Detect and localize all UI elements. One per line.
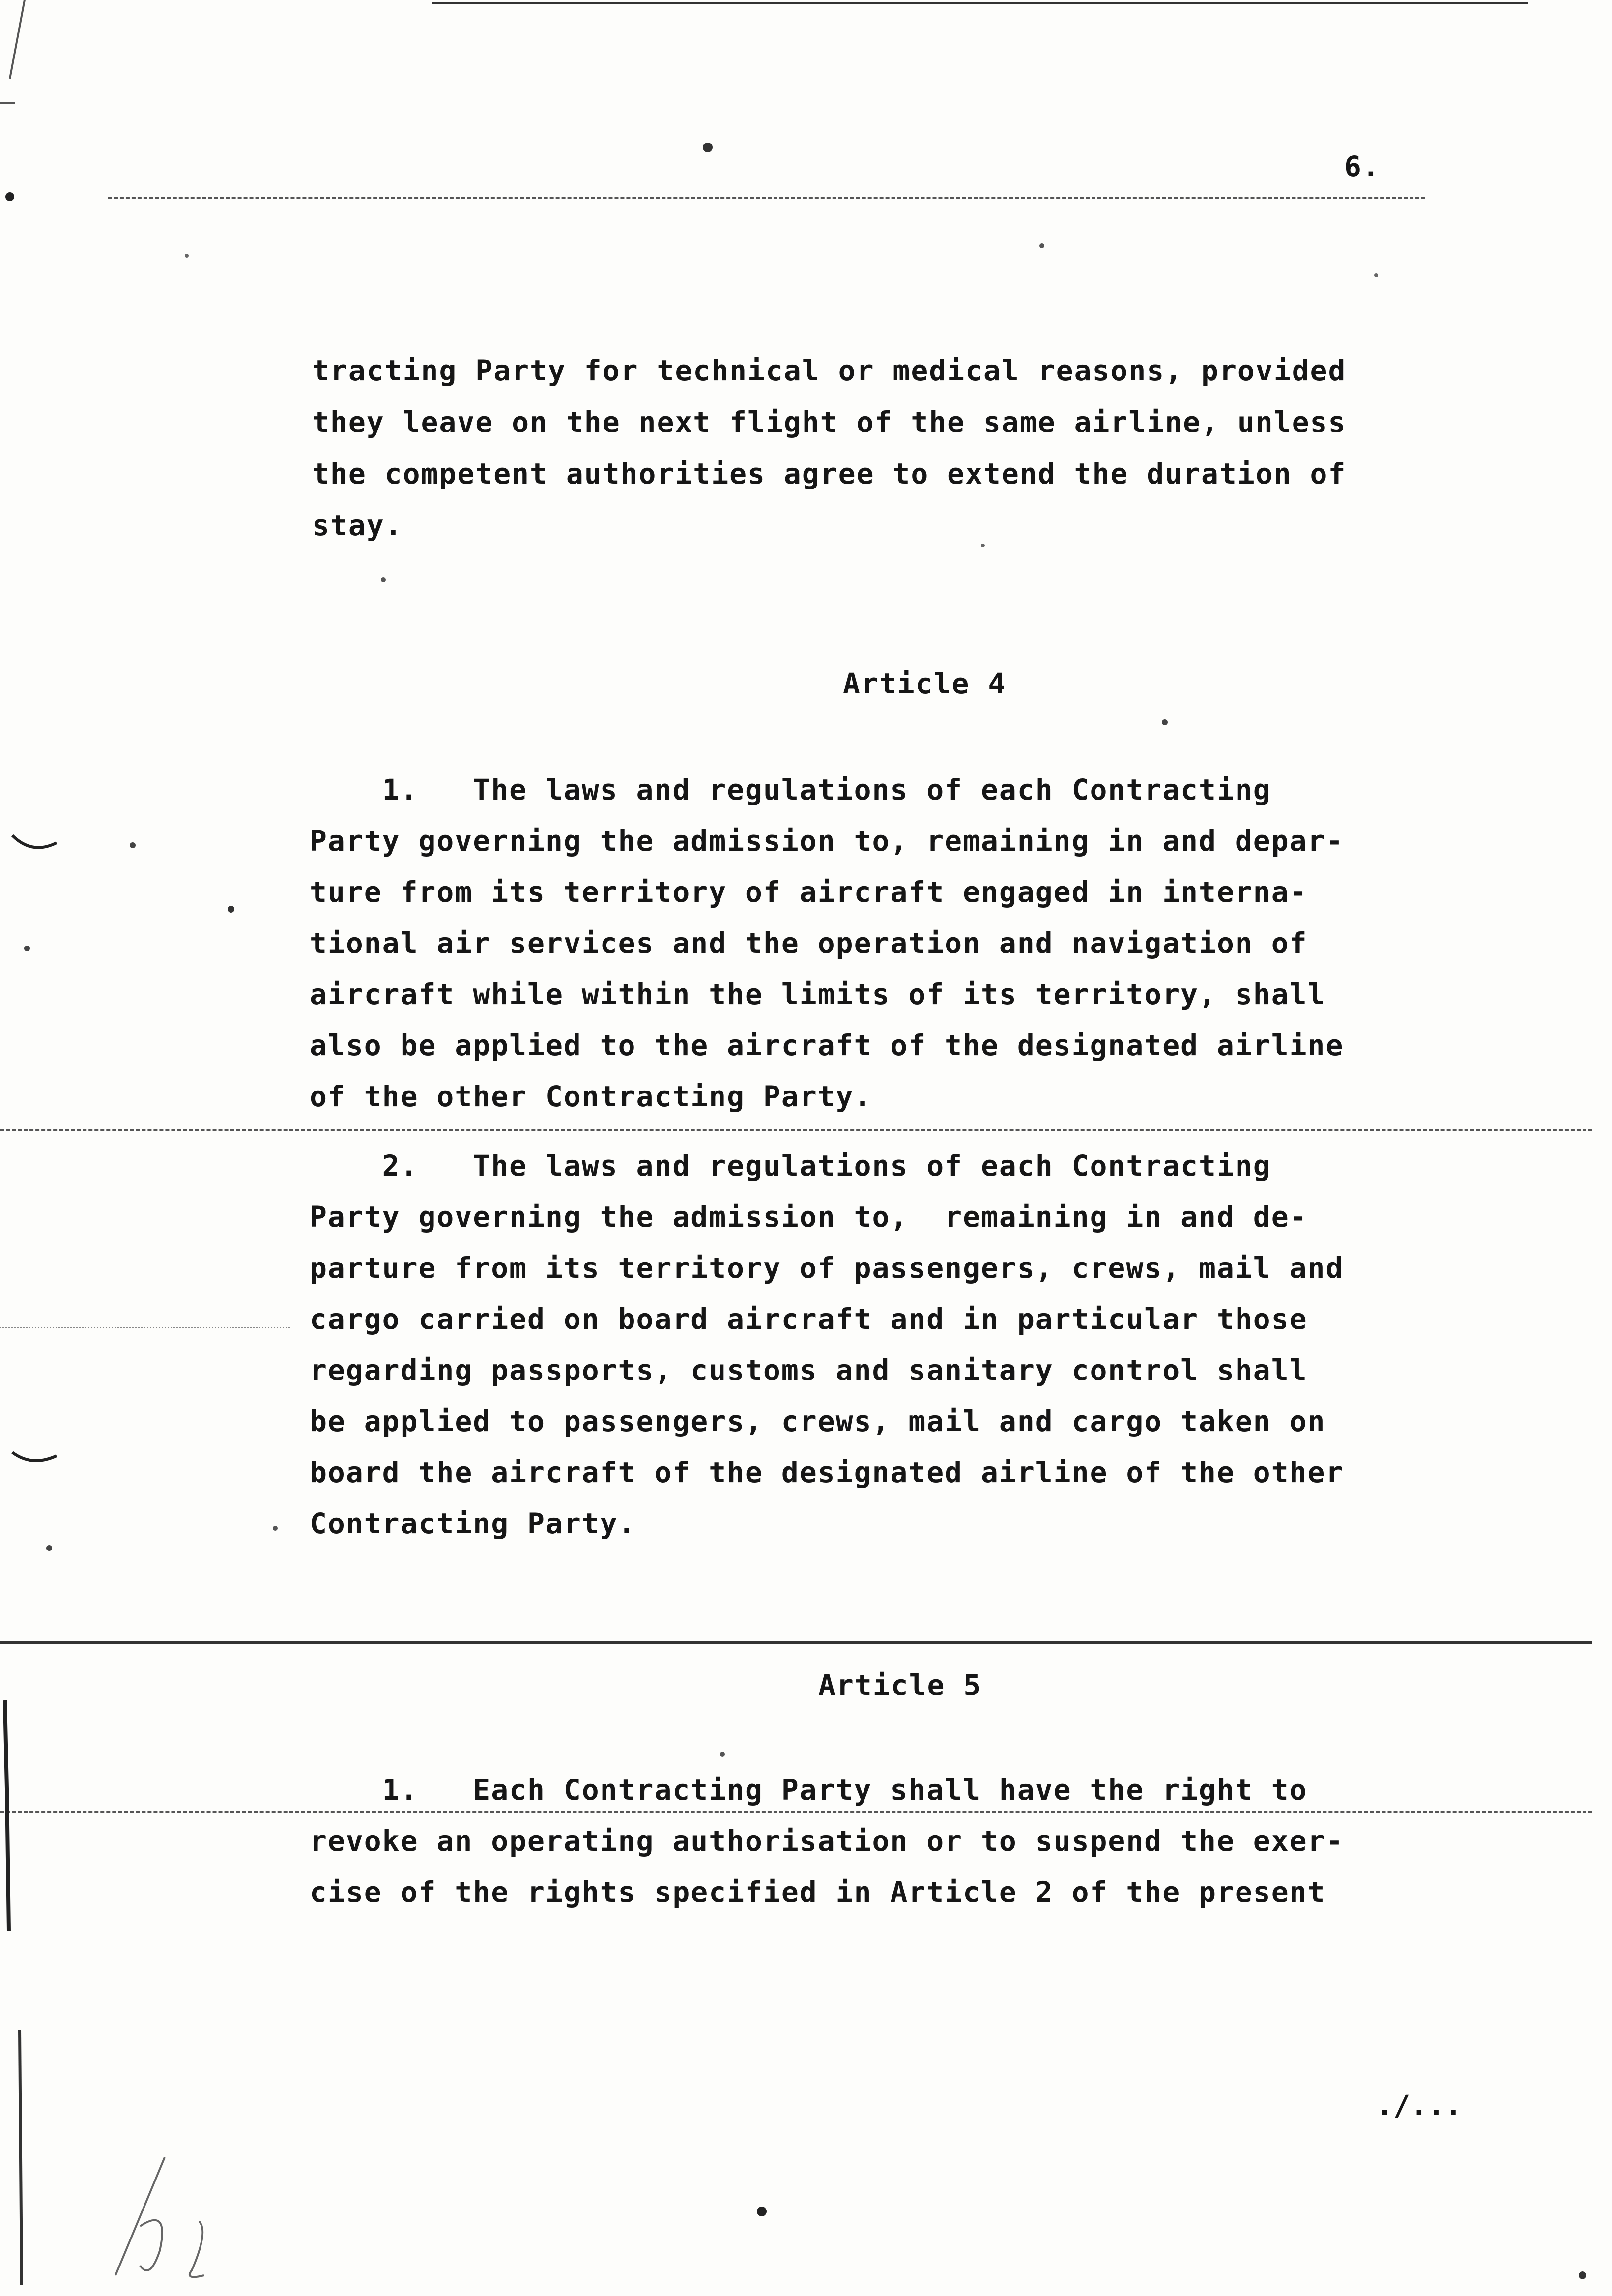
carryover-line: the competent authorities agree to extend the duration of <box>312 457 1347 490</box>
text-line: cise of the rights specified in Article 2 of the present <box>310 1875 1326 1909</box>
text-line: parture from its territory of passengers, crews, mail and <box>310 1251 1344 1285</box>
carryover-line: stay. <box>312 509 403 542</box>
text-line: 1. The laws and regulations of each Contracting <box>310 773 1271 806</box>
text-line: also be applied to the aircraft of the designated airline <box>310 1029 1344 1062</box>
continuation-mark: ./... <box>1376 2089 1462 2122</box>
text-line: be applied to passengers, crews, mail and cargo taken on <box>310 1405 1326 1438</box>
carryover-line: they leave on the next flight of the same airline, unless <box>312 405 1347 439</box>
text-line: tional air services and the operation and navigation of <box>310 926 1308 960</box>
text-line: Party governing the admission to, remaining in and depar- <box>310 824 1344 858</box>
text-line: revoke an operating authorisation or to suspend the exer- <box>310 1824 1344 1858</box>
text-line: board the aircraft of the designated airline of the other <box>310 1456 1344 1489</box>
text-line: cargo carried on board aircraft and in particular those <box>310 1302 1308 1336</box>
text-line: aircraft while within the limits of its territory, shall <box>310 977 1326 1011</box>
page-number: 6. <box>1344 150 1381 183</box>
text-line: Contracting Party. <box>310 1507 636 1540</box>
text-line: of the other Contracting Party. <box>310 1080 872 1113</box>
article-4-heading: Article 4 <box>843 667 1007 700</box>
article-5-heading: Article 5 <box>818 1668 982 1702</box>
text-line: 2. The laws and regulations of each Contracting <box>310 1149 1271 1182</box>
text-line: regarding passports, customs and sanitary control shall <box>310 1353 1308 1387</box>
text-line: ture from its territory of aircraft engaged in interna- <box>310 875 1308 909</box>
text-line: Party governing the admission to, remaining in and de- <box>310 1200 1308 1234</box>
carryover-line: tracting Party for technical or medical reasons, provided <box>312 354 1347 387</box>
text-line: 1. Each Contracting Party shall have the right to <box>310 1773 1308 1807</box>
